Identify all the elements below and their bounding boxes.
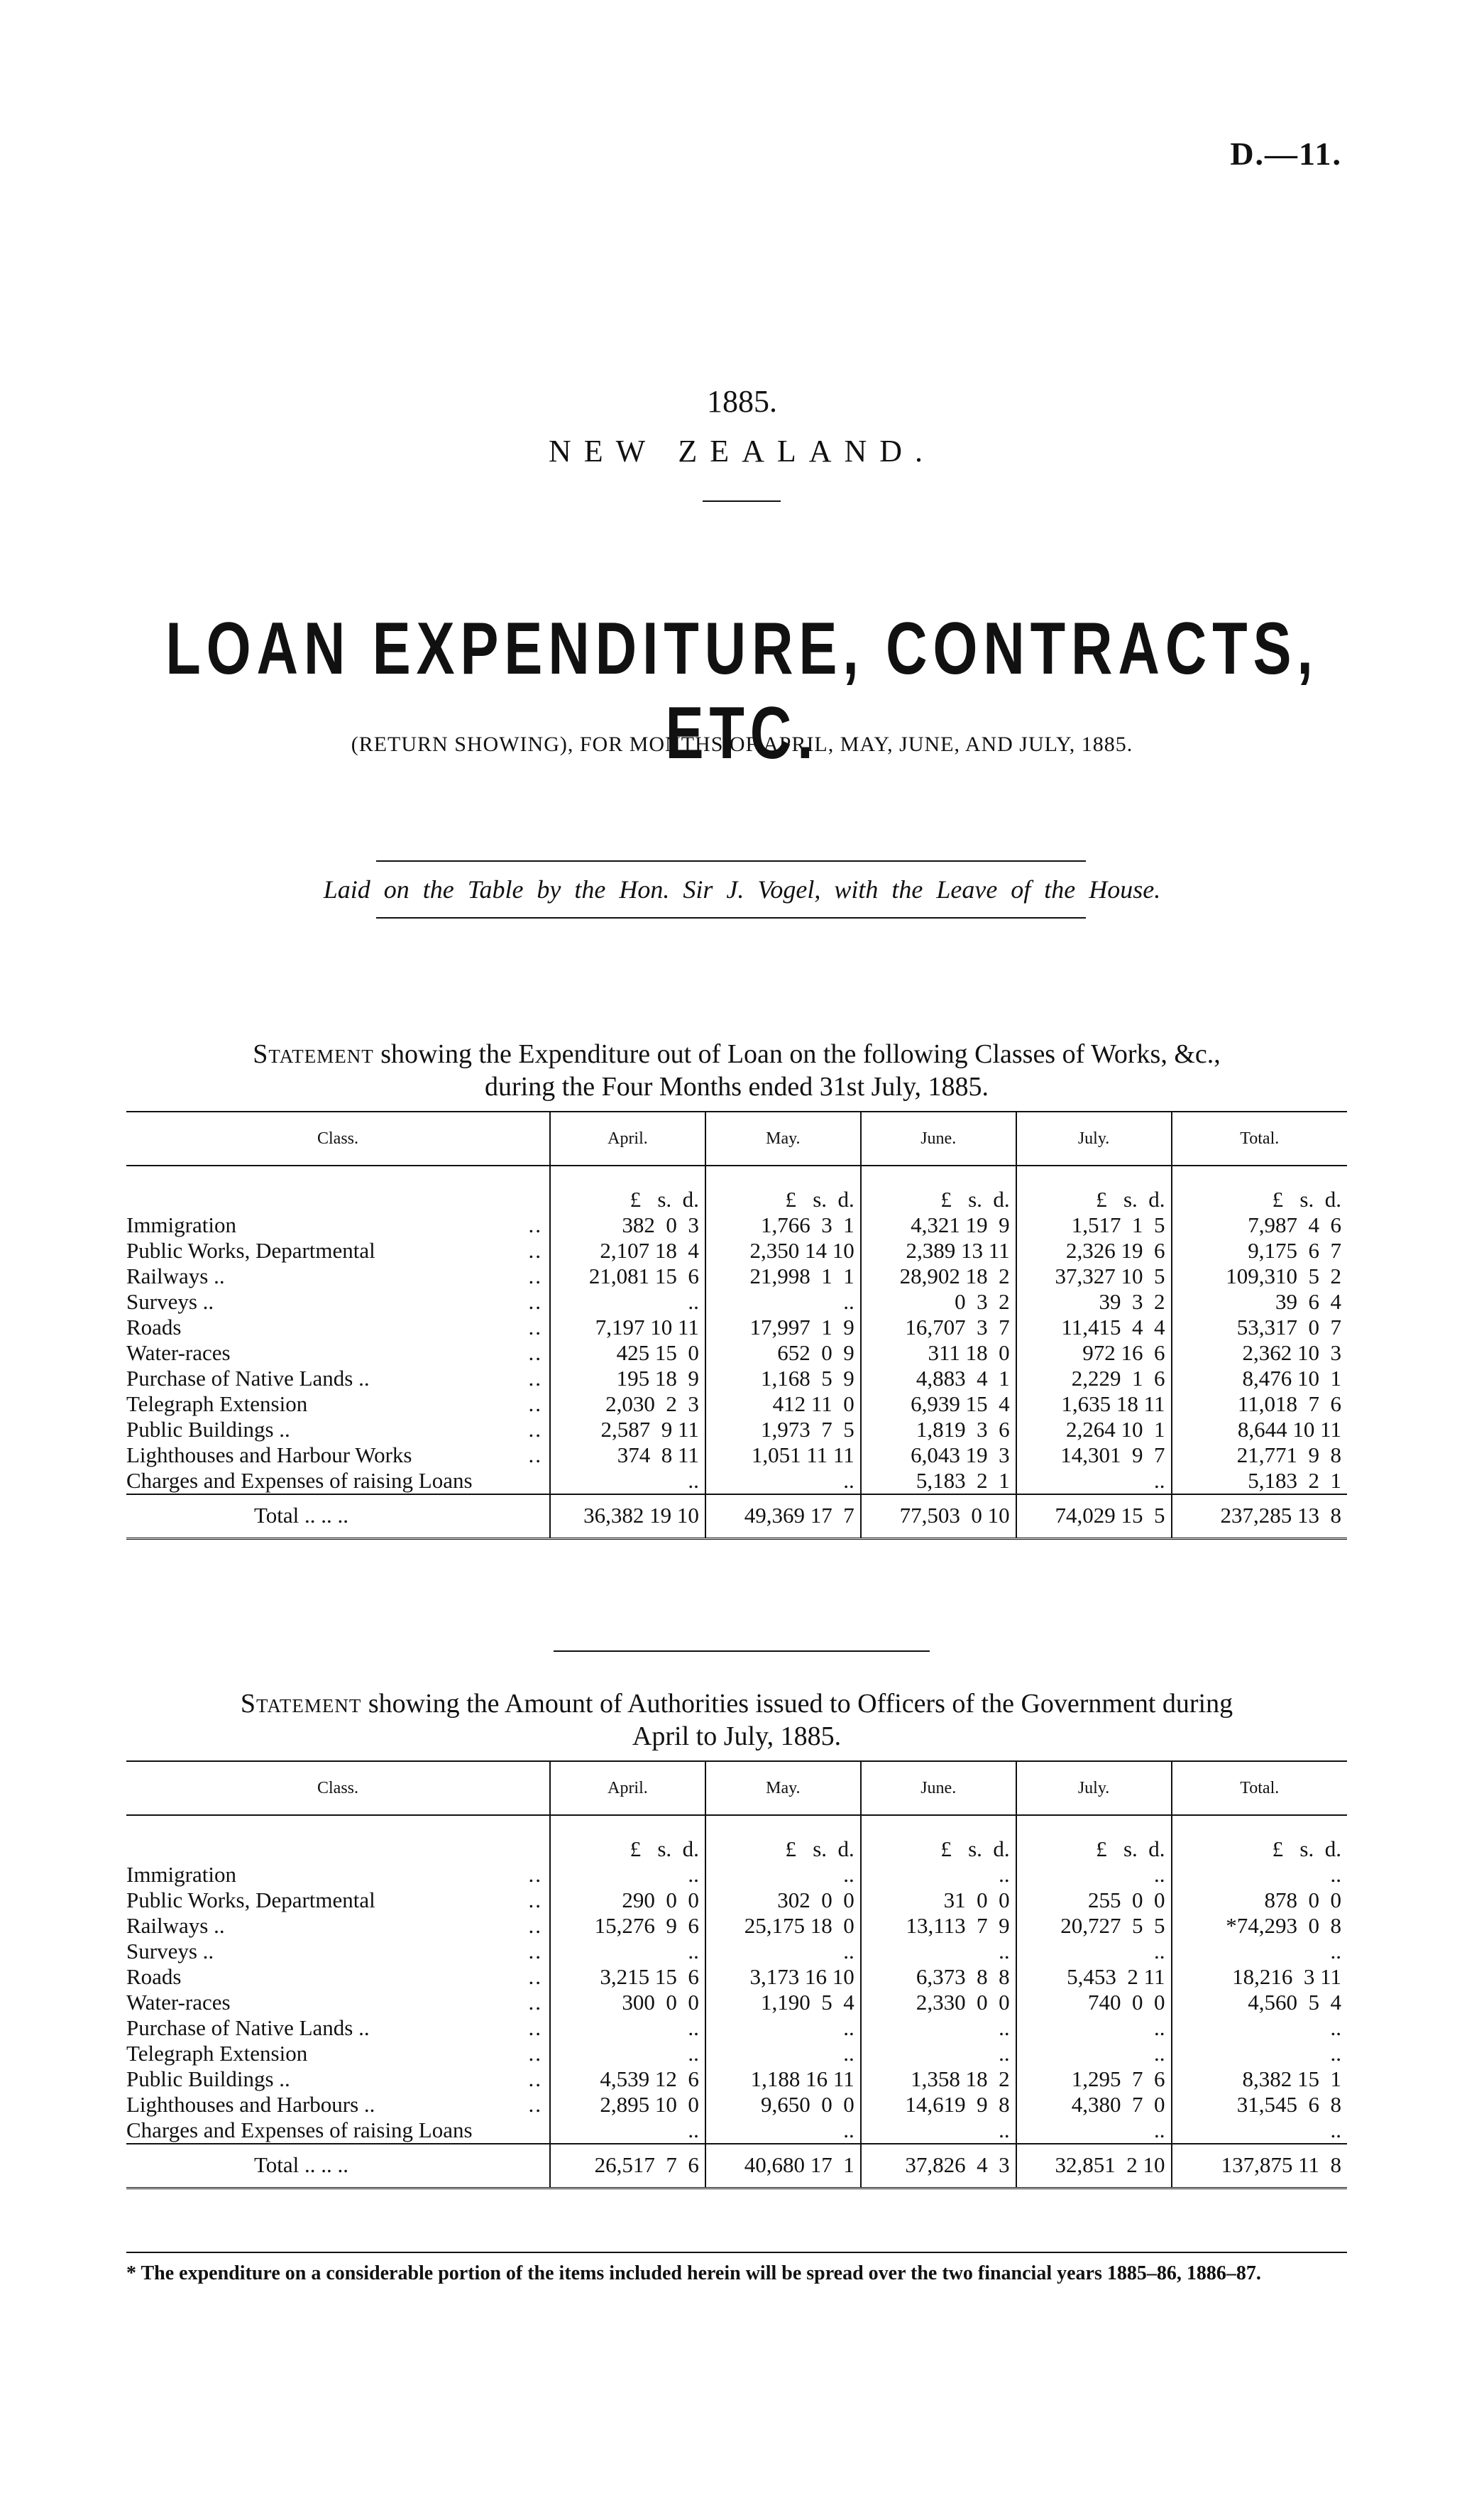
table-row bbox=[126, 1391, 1347, 1417]
table-row bbox=[126, 2092, 1347, 2118]
statement2-heading-text: showing the Amount of Authorities issued to Officers of the Government during bbox=[361, 1689, 1233, 1719]
amount-cell: .. bbox=[861, 2118, 1016, 2144]
class-name: Purchase of Native Lands .. bbox=[126, 2015, 370, 2040]
amount-cell: 300 0 0 bbox=[550, 1990, 705, 2015]
total-label: Total .. .. .. bbox=[126, 2144, 550, 2189]
leader-dots: .. bbox=[528, 2066, 543, 2091]
currency-units: £ s. d. bbox=[705, 1166, 861, 1212]
amount-cell: .. bbox=[1016, 1862, 1172, 1888]
currency-units: £ s. d. bbox=[861, 1166, 1016, 1212]
total-amount: 74,029 15 5 bbox=[1016, 1494, 1172, 1539]
leader-dots: .. bbox=[528, 1939, 543, 1963]
total-amount: 237,285 13 8 bbox=[1172, 1494, 1347, 1539]
amount-cell: .. bbox=[1172, 1862, 1347, 1888]
leader-dots: .. bbox=[528, 1442, 543, 1467]
amount-cell: 1,973 7 5 bbox=[705, 1417, 861, 1442]
class-name: Lighthouses and Harbours .. bbox=[126, 2092, 375, 2117]
table-row bbox=[126, 2015, 1347, 2041]
amount-cell: 8,644 10 11 bbox=[1172, 1417, 1347, 1442]
amount-cell: .. bbox=[705, 1289, 861, 1315]
leader-dots: .. bbox=[528, 1862, 543, 1887]
page-title: LOAN EXPENDITURE, CONTRACTS, ETC. bbox=[165, 608, 1319, 774]
amount-cell: 2,389 13 11 bbox=[861, 1238, 1016, 1264]
amount-cell: 2,350 14 10 bbox=[705, 1238, 861, 1264]
class-name: Roads bbox=[126, 1315, 182, 1340]
amount-cell: .. bbox=[861, 2041, 1016, 2066]
amount-cell: .. bbox=[705, 2118, 861, 2144]
amount-cell: 21,771 9 8 bbox=[1172, 1442, 1347, 1468]
class-name: Purchase of Native Lands .. bbox=[126, 1366, 370, 1391]
leader-dots: .. bbox=[528, 2015, 543, 2040]
amount-cell: 1,766 3 1 bbox=[705, 1212, 861, 1238]
leader-dots: .. bbox=[528, 1913, 543, 1938]
amount-cell: 4,560 5 4 bbox=[1172, 1990, 1347, 2015]
class-name: Immigration bbox=[126, 1212, 236, 1237]
total-row bbox=[126, 1494, 1347, 1539]
amount-cell: 1,819 3 6 bbox=[861, 1417, 1016, 1442]
total-amount: 32,851 2 10 bbox=[1016, 2144, 1172, 2189]
column-header: Class. bbox=[317, 1129, 359, 1148]
amount-cell: 1,188 16 11 bbox=[705, 2066, 861, 2092]
leader-dots: .. bbox=[528, 1212, 543, 1237]
currency-units: £ s. d. bbox=[1016, 1166, 1172, 1212]
currency-units: £ s. d. bbox=[705, 1815, 861, 1862]
leader-dots: .. bbox=[528, 1238, 543, 1263]
amount-cell: .. bbox=[1016, 1939, 1172, 1964]
statement2-heading-line2: April to July, 1885. bbox=[632, 1721, 842, 1751]
amount-cell: .. bbox=[550, 1862, 705, 1888]
currency-units: £ s. d. bbox=[550, 1815, 705, 1862]
column-header: June. bbox=[861, 1761, 1016, 1815]
amount-cell: 9,650 0 0 bbox=[705, 2092, 861, 2118]
leader-dots: .. bbox=[528, 2041, 543, 2066]
total-label: Total .. .. .. bbox=[126, 1494, 550, 1539]
class-name: Public Buildings .. bbox=[126, 2066, 290, 2091]
column-header: May. bbox=[705, 1761, 861, 1815]
footnote-rule bbox=[126, 2252, 1347, 2253]
leader-dots: .. bbox=[528, 2092, 543, 2117]
amount-cell: 3,173 16 10 bbox=[705, 1964, 861, 1990]
amount-cell: .. bbox=[705, 2041, 861, 2066]
amount-cell: 21,998 1 1 bbox=[705, 1264, 861, 1289]
column-header: Class. bbox=[317, 1779, 359, 1797]
table-row bbox=[126, 1340, 1347, 1366]
country-heading: NEW ZEALAND. bbox=[548, 434, 936, 469]
column-header: June. bbox=[861, 1112, 1016, 1166]
currency-units: £ s. d. bbox=[1172, 1815, 1347, 1862]
amount-cell: 1,051 11 11 bbox=[705, 1442, 861, 1468]
amount-cell: .. bbox=[1016, 1468, 1172, 1494]
document-reference: D.—11. bbox=[1230, 136, 1342, 172]
amount-cell: 972 16 6 bbox=[1016, 1340, 1172, 1366]
table-row bbox=[126, 1862, 1347, 1888]
statement2-heading-lead: Statement bbox=[240, 1689, 362, 1719]
amount-cell: .. bbox=[705, 1862, 861, 1888]
class-name: Surveys .. bbox=[126, 1939, 214, 1963]
leader-dots: .. bbox=[528, 1366, 543, 1391]
class-name: Lighthouses and Harbour Works bbox=[126, 1442, 412, 1467]
class-name: Water-races bbox=[126, 1990, 231, 2015]
currency-units: £ s. d. bbox=[1016, 1815, 1172, 1862]
title-divider bbox=[703, 500, 781, 502]
amount-cell: .. bbox=[550, 1289, 705, 1315]
amount-cell: *74,293 0 8 bbox=[1172, 1913, 1347, 1939]
amount-cell: 1,190 5 4 bbox=[705, 1990, 861, 2015]
amount-cell: .. bbox=[705, 2015, 861, 2041]
statement2-table bbox=[126, 1760, 1347, 2189]
table-row bbox=[126, 1468, 1347, 1494]
statement1-heading-lead: Statement bbox=[253, 1039, 374, 1069]
table-row bbox=[126, 2118, 1347, 2144]
amount-cell: 25,175 18 0 bbox=[705, 1913, 861, 1939]
amount-cell: 1,168 5 9 bbox=[705, 1366, 861, 1391]
amount-cell: 8,476 10 1 bbox=[1172, 1366, 1347, 1391]
amount-cell: 11,018 7 6 bbox=[1172, 1391, 1347, 1417]
column-header: Total. bbox=[1172, 1112, 1347, 1166]
amount-cell: 740 0 0 bbox=[1016, 1990, 1172, 2015]
amount-cell: 5,183 2 1 bbox=[1172, 1468, 1347, 1494]
amount-cell: 21,081 15 6 bbox=[550, 1264, 705, 1289]
amount-cell: .. bbox=[550, 2015, 705, 2041]
amount-cell: 652 0 9 bbox=[705, 1340, 861, 1366]
footnote: * The expenditure on a considerable portion of the items included herein will be spread over the two financial years 1885–86, 1886–87. bbox=[126, 2262, 1261, 2284]
statement1-table bbox=[126, 1111, 1347, 1540]
amount-cell: 8,382 15 1 bbox=[1172, 2066, 1347, 2092]
table-row bbox=[126, 1964, 1347, 1990]
class-name: Railways .. bbox=[126, 1913, 225, 1938]
amount-cell: 2,895 10 0 bbox=[550, 2092, 705, 2118]
leader-dots: .. bbox=[528, 1964, 543, 1989]
amount-cell: 6,939 15 4 bbox=[861, 1391, 1016, 1417]
amount-cell: 1,635 18 11 bbox=[1016, 1391, 1172, 1417]
table-row bbox=[126, 1315, 1347, 1340]
total-amount: 40,680 17 1 bbox=[705, 2144, 861, 2189]
class-name: Water-races bbox=[126, 1340, 231, 1365]
leader-dots: .. bbox=[528, 1340, 543, 1365]
amount-cell: 9,175 6 7 bbox=[1172, 1238, 1347, 1264]
amount-cell: .. bbox=[861, 2015, 1016, 2041]
amount-cell: .. bbox=[1172, 2015, 1347, 2041]
leader-dots: .. bbox=[528, 1990, 543, 2015]
total-row bbox=[126, 2144, 1347, 2189]
amount-cell: 255 0 0 bbox=[1016, 1888, 1172, 1913]
amount-cell: 7,987 4 6 bbox=[1172, 1212, 1347, 1238]
statement1-heading-text: showing the Expenditure out of Loan on the following Classes of Works, &c., bbox=[373, 1039, 1221, 1069]
amount-cell: 1,295 7 6 bbox=[1016, 2066, 1172, 2092]
total-amount: 37,826 4 3 bbox=[861, 2144, 1016, 2189]
amount-cell: 290 0 0 bbox=[550, 1888, 705, 1913]
laid-on-table-note: Laid on the Table by the Hon. Sir J. Vogel, with the Leave of the House. bbox=[323, 875, 1161, 904]
column-header: Total. bbox=[1172, 1761, 1347, 1815]
amount-cell: 2,326 19 6 bbox=[1016, 1238, 1172, 1264]
leader-dots: .. bbox=[528, 1289, 543, 1314]
leader-dots: .. bbox=[528, 1888, 543, 1912]
amount-cell: 31,545 6 8 bbox=[1172, 2092, 1347, 2118]
column-header: April. bbox=[550, 1112, 705, 1166]
class-name: Telegraph Extension bbox=[126, 1391, 308, 1416]
amount-cell: 11,415 4 4 bbox=[1016, 1315, 1172, 1340]
amount-cell: 1,517 1 5 bbox=[1016, 1212, 1172, 1238]
leader-dots: .. bbox=[528, 1391, 543, 1416]
amount-cell: 2,264 10 1 bbox=[1016, 1417, 1172, 1442]
leader-dots: .. bbox=[528, 1264, 543, 1288]
amount-cell: 412 11 0 bbox=[705, 1391, 861, 1417]
amount-cell: 425 15 0 bbox=[550, 1340, 705, 1366]
leader-dots: .. bbox=[528, 1417, 543, 1442]
amount-cell: 20,727 5 5 bbox=[1016, 1913, 1172, 1939]
amount-cell: .. bbox=[861, 1862, 1016, 1888]
amount-cell: 13,113 7 9 bbox=[861, 1913, 1016, 1939]
unit-row bbox=[126, 1166, 1347, 1212]
amount-cell: 4,539 12 6 bbox=[550, 2066, 705, 2092]
amount-cell: 5,183 2 1 bbox=[861, 1468, 1016, 1494]
table-row bbox=[126, 1212, 1347, 1238]
document-year: 1885. bbox=[707, 384, 777, 419]
amount-cell: 2,362 10 3 bbox=[1172, 1340, 1347, 1366]
amount-cell: 16,707 3 7 bbox=[861, 1315, 1016, 1340]
total-amount: 26,517 7 6 bbox=[550, 2144, 705, 2189]
amount-cell: .. bbox=[550, 1468, 705, 1494]
amount-cell: 6,043 19 3 bbox=[861, 1442, 1016, 1468]
statement2-heading bbox=[126, 1687, 1347, 1753]
class-name: Public Works, Departmental bbox=[126, 1238, 375, 1263]
currency-units: £ s. d. bbox=[1172, 1166, 1347, 1212]
amount-cell: 6,373 8 8 bbox=[861, 1964, 1016, 1990]
unit-spacer bbox=[126, 1815, 550, 1862]
table-row bbox=[126, 1289, 1347, 1315]
class-name: Charges and Expenses of raising Loans bbox=[126, 2118, 473, 2142]
amount-cell: .. bbox=[1016, 2015, 1172, 2041]
section-divider bbox=[554, 1650, 930, 1652]
amount-cell: 1,358 18 2 bbox=[861, 2066, 1016, 2092]
amount-cell: 2,030 2 3 bbox=[550, 1391, 705, 1417]
class-name: Railways .. bbox=[126, 1264, 225, 1288]
amount-cell: 4,380 7 0 bbox=[1016, 2092, 1172, 2118]
column-header: May. bbox=[705, 1112, 861, 1166]
amount-cell: 195 18 9 bbox=[550, 1366, 705, 1391]
amount-cell: 7,197 10 11 bbox=[550, 1315, 705, 1340]
amount-cell: 878 0 0 bbox=[1172, 1888, 1347, 1913]
class-name: Immigration bbox=[126, 1862, 236, 1887]
amount-cell: .. bbox=[550, 2118, 705, 2144]
table-row bbox=[126, 1990, 1347, 2015]
table-row bbox=[126, 1238, 1347, 1264]
leader-dots bbox=[510, 2118, 550, 2144]
laid-rule-bottom bbox=[376, 917, 1086, 919]
amount-cell: .. bbox=[705, 1939, 861, 1964]
class-name: Public Buildings .. bbox=[126, 1417, 290, 1442]
header-row bbox=[126, 1112, 1347, 1166]
amount-cell: 14,619 9 8 bbox=[861, 2092, 1016, 2118]
column-header: July. bbox=[1016, 1112, 1172, 1166]
leader-dots bbox=[510, 1468, 550, 1494]
amount-cell: 2,330 0 0 bbox=[861, 1990, 1016, 2015]
amount-cell: 2,107 18 4 bbox=[550, 1238, 705, 1264]
amount-cell: .. bbox=[1016, 2118, 1172, 2144]
amount-cell: 28,902 18 2 bbox=[861, 1264, 1016, 1289]
amount-cell: 39 6 4 bbox=[1172, 1289, 1347, 1315]
class-name: Roads bbox=[126, 1964, 182, 1989]
table-row bbox=[126, 1913, 1347, 1939]
total-amount: 36,382 19 10 bbox=[550, 1494, 705, 1539]
amount-cell: 14,301 9 7 bbox=[1016, 1442, 1172, 1468]
amount-cell: .. bbox=[1172, 2041, 1347, 2066]
amount-cell: .. bbox=[1172, 1939, 1347, 1964]
class-name: Telegraph Extension bbox=[126, 2041, 308, 2066]
amount-cell: 53,317 0 7 bbox=[1172, 1315, 1347, 1340]
amount-cell: 2,229 1 6 bbox=[1016, 1366, 1172, 1391]
currency-units: £ s. d. bbox=[861, 1815, 1016, 1862]
table-row bbox=[126, 2041, 1347, 2066]
currency-units: £ s. d. bbox=[550, 1166, 705, 1212]
amount-cell: 2,587 9 11 bbox=[550, 1417, 705, 1442]
amount-cell: 3,215 15 6 bbox=[550, 1964, 705, 1990]
amount-cell: 0 3 2 bbox=[861, 1289, 1016, 1315]
amount-cell: .. bbox=[550, 1939, 705, 1964]
column-header: July. bbox=[1016, 1761, 1172, 1815]
amount-cell: 311 18 0 bbox=[861, 1340, 1016, 1366]
laid-rule-top bbox=[376, 860, 1086, 862]
amount-cell: 18,216 3 11 bbox=[1172, 1964, 1347, 1990]
amount-cell: 374 8 11 bbox=[550, 1442, 705, 1468]
amount-cell: .. bbox=[861, 1939, 1016, 1964]
table-row bbox=[126, 1417, 1347, 1442]
table-row bbox=[126, 1888, 1347, 1913]
amount-cell: 4,883 4 1 bbox=[861, 1366, 1016, 1391]
amount-cell: .. bbox=[1016, 2041, 1172, 2066]
leader-dots: .. bbox=[528, 1315, 543, 1340]
amount-cell: 382 0 3 bbox=[550, 1212, 705, 1238]
table-row bbox=[126, 1442, 1347, 1468]
total-amount: 137,875 11 8 bbox=[1172, 2144, 1347, 2189]
statement1-heading bbox=[126, 1038, 1347, 1103]
amount-cell: 15,276 9 6 bbox=[550, 1913, 705, 1939]
class-name: Public Works, Departmental bbox=[126, 1888, 375, 1912]
statement1-heading-line2: during the Four Months ended 31st July, 1885. bbox=[484, 1072, 989, 1102]
total-amount: 49,369 17 7 bbox=[705, 1494, 861, 1539]
page-subtitle: (RETURN SHOWING), FOR MONTHS OF APRIL, MAY, JUNE, AND JULY, 1885. bbox=[351, 733, 1133, 756]
unit-row bbox=[126, 1815, 1347, 1862]
amount-cell: 39 3 2 bbox=[1016, 1289, 1172, 1315]
amount-cell: 109,310 5 2 bbox=[1172, 1264, 1347, 1289]
table-row bbox=[126, 1939, 1347, 1964]
amount-cell: .. bbox=[1172, 2118, 1347, 2144]
amount-cell: 5,453 2 11 bbox=[1016, 1964, 1172, 1990]
amount-cell: 31 0 0 bbox=[861, 1888, 1016, 1913]
header-row bbox=[126, 1761, 1347, 1815]
class-name: Surveys .. bbox=[126, 1289, 214, 1314]
amount-cell: .. bbox=[550, 2041, 705, 2066]
amount-cell: .. bbox=[705, 1468, 861, 1494]
amount-cell: 4,321 19 9 bbox=[861, 1212, 1016, 1238]
amount-cell: 17,997 1 9 bbox=[705, 1315, 861, 1340]
total-amount: 77,503 0 10 bbox=[861, 1494, 1016, 1539]
table-row bbox=[126, 1366, 1347, 1391]
amount-cell: 37,327 10 5 bbox=[1016, 1264, 1172, 1289]
column-header: April. bbox=[550, 1761, 705, 1815]
unit-spacer bbox=[126, 1166, 550, 1212]
amount-cell: 302 0 0 bbox=[705, 1888, 861, 1913]
table-row bbox=[126, 1264, 1347, 1289]
table-row bbox=[126, 2066, 1347, 2092]
class-name: Charges and Expenses of raising Loans bbox=[126, 1468, 473, 1493]
